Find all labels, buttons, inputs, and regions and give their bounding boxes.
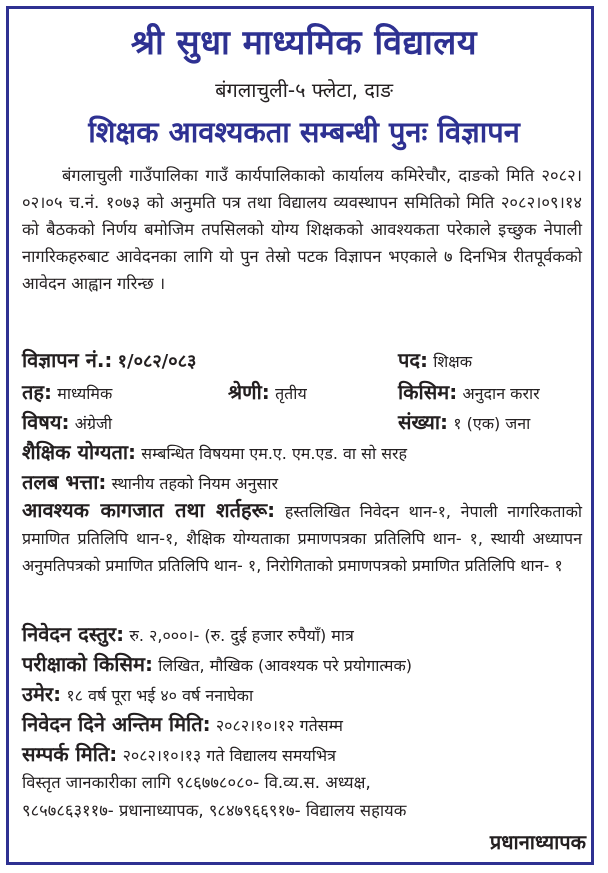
fee-row (22, 620, 582, 647)
deadline-value: २०८२।१०।१२ गतेसम्म (215, 716, 343, 735)
intro-paragraph (22, 162, 582, 297)
school-address: बंगलाचुली-५ फ्लेटा, दाङ (215, 78, 393, 102)
exam-value: लिखित, मौखिक (आवश्यक परे प्रयोगात्मक) (158, 656, 412, 675)
age-label: उमेर: (22, 682, 62, 706)
level-label: तह: (22, 380, 53, 404)
post-value: शिक्षक (433, 352, 473, 371)
level-value: माध्यमिक (57, 384, 113, 403)
qualification-label: शैक्षिक योग्यता: (22, 440, 137, 464)
ad-number-value: १/०८२/०८३ (117, 351, 197, 372)
info-line-2-text: ९८५७८६३११७- प्रधानाध्यापक, ९८४७९६६९१७- विद्यालय सहायक (22, 801, 407, 820)
notice-title: शिक्षक आवश्यकता सम्बन्धी पुनः विज्ञापन (88, 115, 520, 149)
salary-label: तलब भत्ता: (22, 470, 107, 494)
signature-headmaster: प्रधानाध्यापक (489, 830, 586, 854)
exam-row (22, 650, 582, 677)
contact-label: सम्पर्क मिति: (22, 742, 118, 766)
type-label: किसिम: (398, 380, 458, 404)
info-line-2 (22, 798, 582, 821)
class-label: श्रेणी: (228, 380, 270, 404)
qualification-value: सम्बन्धित विषयमा एम.ए. एम.एड. वा सो सरह (141, 444, 408, 463)
count-label: संख्या: (398, 410, 448, 434)
documents-label: आवश्यक कागजात तथा शर्तहरू: (22, 498, 276, 522)
info-line-1 (22, 770, 582, 793)
class-field (228, 378, 388, 405)
intro-text: बंगलाचुली गाउँपालिका गाउँ कार्यपालिकाको कार्यालय कमिरेचौर, दाङको मिति २०८२।०२।०५ च.नं. १०७३ को अनुमति पत्र तथा विद्यालय व्यवस्थापन समितिको मिति २०८२।०९।१४ को बैठकको निर्णय बमोजिम तपसिलको योग्य शिक्षकको आवश्यकता परेकाले इच्छुक नेपाली नागरिकहरुबाट आवेदनका लागि यो पुन तेस्रो पटक विज्ञापन भएकाले ७ दिनभित्र रीतपूर्वकको आवेदन आह्वान गरिन्छ । (22, 166, 582, 293)
salary-value: स्थानीय तहको नियम अनुसार (111, 474, 279, 493)
contact-row (22, 740, 582, 767)
fee-value: रु. २,०००।- (रु. दुई हजार रुपैयाँ) मात्र (129, 626, 354, 645)
fee-label: निवेदन दस्तुर: (22, 622, 125, 646)
post-field (398, 346, 578, 373)
contact-value: २०८२।१०।१३ गते विद्यालय समयभित्र (122, 746, 336, 765)
type-value: अनुदान करार (462, 384, 540, 403)
class-value: तृतीय (275, 384, 307, 403)
documents-block (22, 497, 582, 579)
age-value: १८ वर्ष पूरा भई ४० वर्ष ननाघेका (66, 686, 254, 705)
deadline-row (22, 710, 582, 737)
exam-label: परीक्षाको किसिम: (22, 652, 153, 676)
age-row (22, 680, 582, 707)
qualification-row (22, 438, 582, 465)
salary-row (22, 468, 582, 495)
count-value: १ (एक) जना (453, 414, 531, 433)
deadline-label: निवेदन दिने अन्तिम मिति: (22, 712, 211, 736)
documents-value: हस्तलिखित निवेदन थान-१, नेपाली नागरिकताको प्रमाणित प्रतिलिपि थान-१, शैक्षिक योग्यताका प्रमाणपत्रका प्रतिलिपि थान- १, स्थायी अध्यापन अनुमतिपत्रको प्रमाणित प्रतिलिपि थान- १, निरोगिताको प्रमाणपत्रको प्रमाणित प्रतिलिपि थान- १ (22, 502, 582, 575)
post-label: पद: (398, 348, 428, 372)
subject-value: अंग्रेजी (74, 414, 112, 433)
ad-number-label: विज्ञापन नं.: (22, 348, 113, 372)
subject-label: विषय: (22, 410, 70, 434)
count-field (398, 408, 588, 435)
info-line-1-text: विस्तृत जानकारीका लागि ९८६७७८०८०- वि.व्य.स. अध्यक्ष, (22, 773, 371, 792)
school-name: श्री सुधा माध्यमिक विद्यालय (130, 23, 478, 63)
type-field (398, 378, 588, 405)
